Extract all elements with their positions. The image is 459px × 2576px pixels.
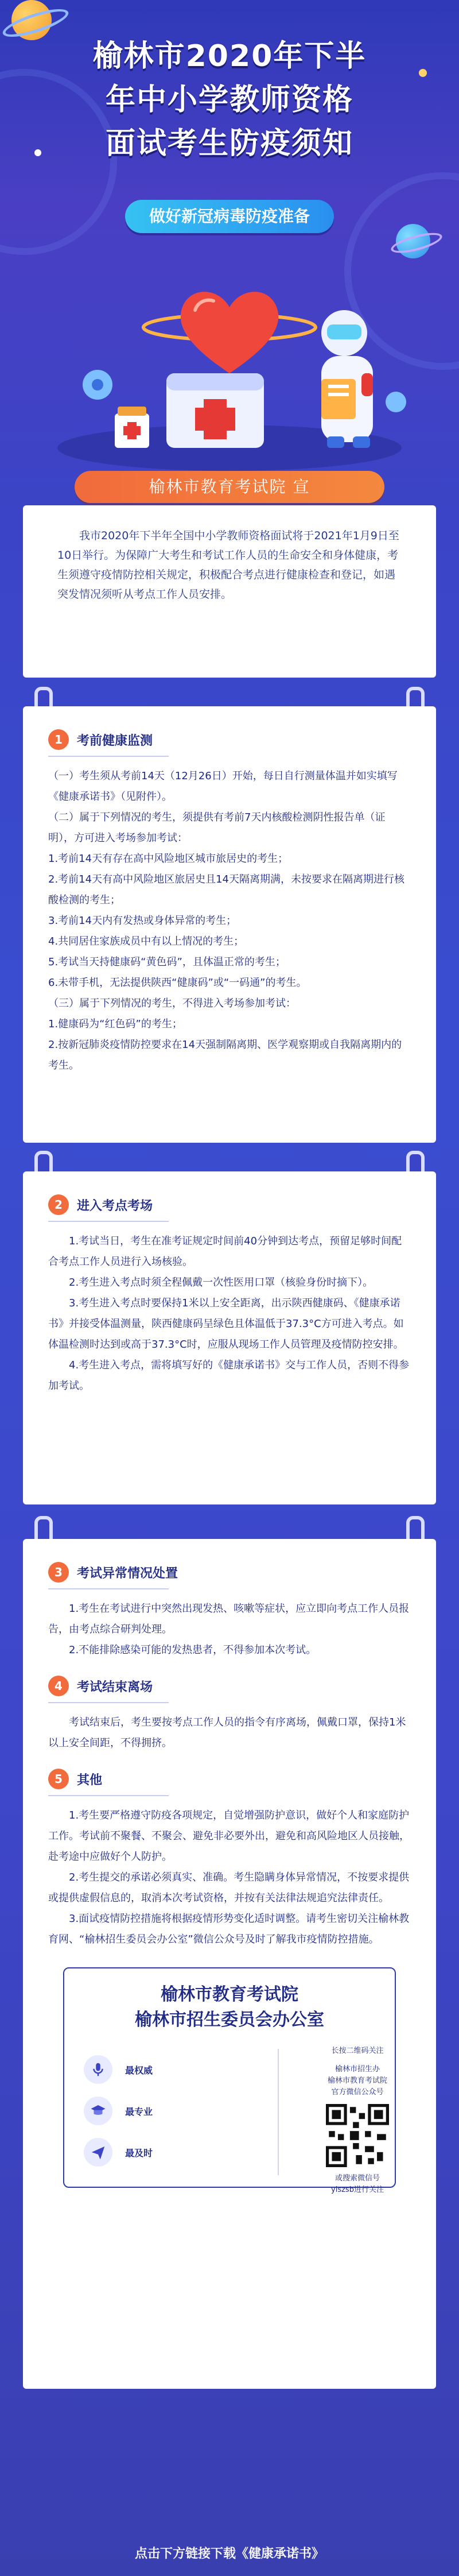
doctor-figure-icon bbox=[321, 310, 373, 448]
account-desc: 榆林市招生办 bbox=[334, 2065, 380, 2074]
section-divider bbox=[48, 756, 169, 757]
section-title: 进入考点考场 bbox=[77, 1198, 153, 1213]
section-number: 4 bbox=[48, 1676, 69, 1696]
heart-icon bbox=[143, 292, 316, 373]
section-divider bbox=[48, 1795, 169, 1796]
paragraph: （三）属于下列情况的考生，不得进入考场参加考试： bbox=[48, 997, 296, 1009]
list-item: 2.考前14天有高中风险地区旅居史且14天隔离期满，未按要求在隔离期进行核酸检测的考生； bbox=[48, 873, 404, 906]
section-title: 考试结束离场 bbox=[77, 1680, 153, 1695]
intro-card bbox=[23, 505, 436, 678]
title-line-1: 榆林市2020年下半 bbox=[92, 39, 367, 74]
graduation-cap-icon bbox=[84, 2097, 112, 2125]
paragraph: 2.不能排除感染可能的发热患者，不得参加本次考试。 bbox=[69, 1644, 317, 1656]
paragraph: （二）属于下列情况的考生，须提供有考前7天内核酸检测阴性报告单（证明），方可进入考场参加考试： bbox=[48, 811, 386, 844]
list-item: 2.按新冠肺炎疫情防控要求在14天强制隔离期、医学观察期或自我隔离期内的考生。 bbox=[48, 1039, 402, 1072]
download-link[interactable]: 点击下方链接下载《健康承诺书》 bbox=[134, 2547, 324, 2561]
contact-card bbox=[63, 1967, 396, 2194]
section-header bbox=[48, 1676, 411, 1696]
section-card-3 bbox=[23, 1539, 436, 2389]
paragraph: 3.面试疫情防控措施将根据疫情形势变化适时调整。请考生密切关注榆林教育网、“榆林招生委员会办公室”微信公众号及时了解我市疫情防控措施。 bbox=[48, 1913, 410, 1945]
section-divider bbox=[48, 1221, 169, 1222]
account-desc: 榆林市教育考试院 bbox=[327, 2076, 387, 2085]
section-header bbox=[48, 1562, 411, 1583]
medicine-bottle-icon bbox=[115, 407, 149, 448]
intro-text: 我市2020年下半年全国中小学教师资格面试将于2021年1月9日至10日举行。为保障广大考生和考试工作人员的生命安全和身体健康，考生须遵守疫情防控相关规定，积极配合考点进行健康检查和登记，如遇突发情况须听从考点工作人员安排。 bbox=[57, 529, 399, 601]
title-line-3: 面试考生防疫须知 bbox=[105, 126, 353, 161]
feature-item bbox=[84, 2132, 267, 2173]
qr-section bbox=[286, 2045, 429, 2196]
medical-kit-icon bbox=[166, 373, 264, 448]
contact-title-line-2: 榆林市招生委员会办公室 bbox=[135, 2010, 324, 2030]
section-header bbox=[48, 729, 411, 750]
title-line-2: 年中小学教师资格 bbox=[105, 83, 353, 117]
section-divider bbox=[48, 1588, 169, 1589]
section-card-2 bbox=[23, 1171, 436, 1504]
section-number: 2 bbox=[48, 1194, 69, 1215]
feature-item bbox=[84, 2090, 267, 2132]
contact-features bbox=[84, 2049, 267, 2173]
section-title: 其他 bbox=[77, 1773, 103, 1788]
feature-label: 最及时 bbox=[125, 2147, 153, 2159]
paragraph: 1.考生要严格遵守防疫各项规定，自觉增强防护意识，做好个人和家庭防护工作。考试前不聚餐、不聚会、避免非必要外出，避免和高风险地区人员接触，赴考途中应做好个人防护。 bbox=[48, 1809, 410, 1863]
list-item: 6.未带手机，无法提供陕西“健康码”或“一码通”的考生。 bbox=[48, 977, 307, 989]
contact-title-line-1: 榆林市教育考试院 bbox=[161, 1985, 298, 2005]
wechat-id: ylszsb进行关注 bbox=[331, 2186, 384, 2194]
hero-illustration bbox=[0, 241, 459, 471]
list-item: 4.共同居住家族成员中有以上情况的考生； bbox=[48, 935, 244, 947]
paragraph: 1.考生在考试进行中突然出现发热、咳嗽等症状，应立即向考点工作人员报告，由考点综合研判处理。 bbox=[48, 1603, 410, 1635]
microphone-icon bbox=[84, 2055, 112, 2084]
search-hint: 或搜索微信号 bbox=[334, 2174, 380, 2183]
qr-hint: 长按二维码关注 bbox=[331, 2047, 384, 2055]
feature-label: 最权威 bbox=[125, 2064, 153, 2076]
feature-item bbox=[84, 2049, 267, 2090]
section-divider bbox=[48, 1702, 169, 1703]
section-title: 考试异常情况处置 bbox=[77, 1566, 178, 1581]
list-item: 1.考前14天有存在高中风险地区城市旅居史的考生； bbox=[48, 853, 289, 865]
section-title: 考前健康监测 bbox=[77, 733, 153, 748]
feature-label: 最专业 bbox=[125, 2106, 153, 2117]
list-item: 1.健康码为“红色码”的考生； bbox=[48, 1018, 182, 1030]
section-header bbox=[48, 1194, 411, 1215]
account-desc: 官方微信公众号 bbox=[331, 2088, 384, 2097]
list-item: 5.考试当天持健康码“黄色码”，且体温正常的考生； bbox=[48, 956, 286, 968]
section-number: 1 bbox=[48, 729, 69, 750]
section-header bbox=[48, 1769, 411, 1789]
paragraph: 2.考生提交的承诺必须真实、准确。考生隐瞒身体异常情况，不按要求提供或提供虚假信息的，取消本次考试资格，并按有关法律法规追究法律责任。 bbox=[48, 1871, 410, 1904]
subtitle-pill: 做好新冠病毒防疫准备 bbox=[125, 200, 334, 233]
page-title bbox=[0, 34, 459, 165]
contact-title bbox=[64, 1982, 395, 2033]
paragraph: （一）考生须从考前14天（12月26日）开始，每日自行测量体温并如实填写《健康承诺书》（见附件）。 bbox=[48, 770, 398, 803]
send-icon bbox=[84, 2138, 112, 2167]
paragraph: 考试结束后，考生要按考点工作人员的指令有序离场，佩戴口罩，保持1米以上安全间距，不得拥挤。 bbox=[48, 1716, 406, 1749]
org-banner: 榆林市教育考试院 宣 bbox=[75, 471, 384, 503]
divider bbox=[278, 2049, 279, 2175]
paragraph: 3.考生进入考点时要保持1米以上安全距离，出示陕西健康码、《健康承诺书》并接受体温测量，陕西健康码呈绿色且体温低于37.3°C方可进入考点。如体温检测时达到或高于37.3°C时，应服从现场工作人员管理及疫情防控安排。 bbox=[48, 1297, 404, 1351]
section-card-1 bbox=[23, 706, 436, 1143]
section-number: 3 bbox=[48, 1562, 69, 1583]
paragraph: 1.考试当日，考生在准考证规定时间前40分钟到达考点，预留足够时间配合考点工作人员进行入场核验。 bbox=[48, 1235, 402, 1268]
qr-code-icon[interactable] bbox=[326, 2104, 389, 2167]
paragraph: 2.考生进入考点时须全程佩戴一次性医用口罩（核验身份时摘下）。 bbox=[69, 1277, 374, 1289]
paragraph: 4.考生进入考点，需将填写好的《健康承诺书》交与工作人员，否则不得参加考试。 bbox=[48, 1359, 410, 1392]
section-number: 5 bbox=[48, 1769, 69, 1789]
list-item: 3.考前14天内有发热或身体异常的考生； bbox=[48, 915, 237, 927]
